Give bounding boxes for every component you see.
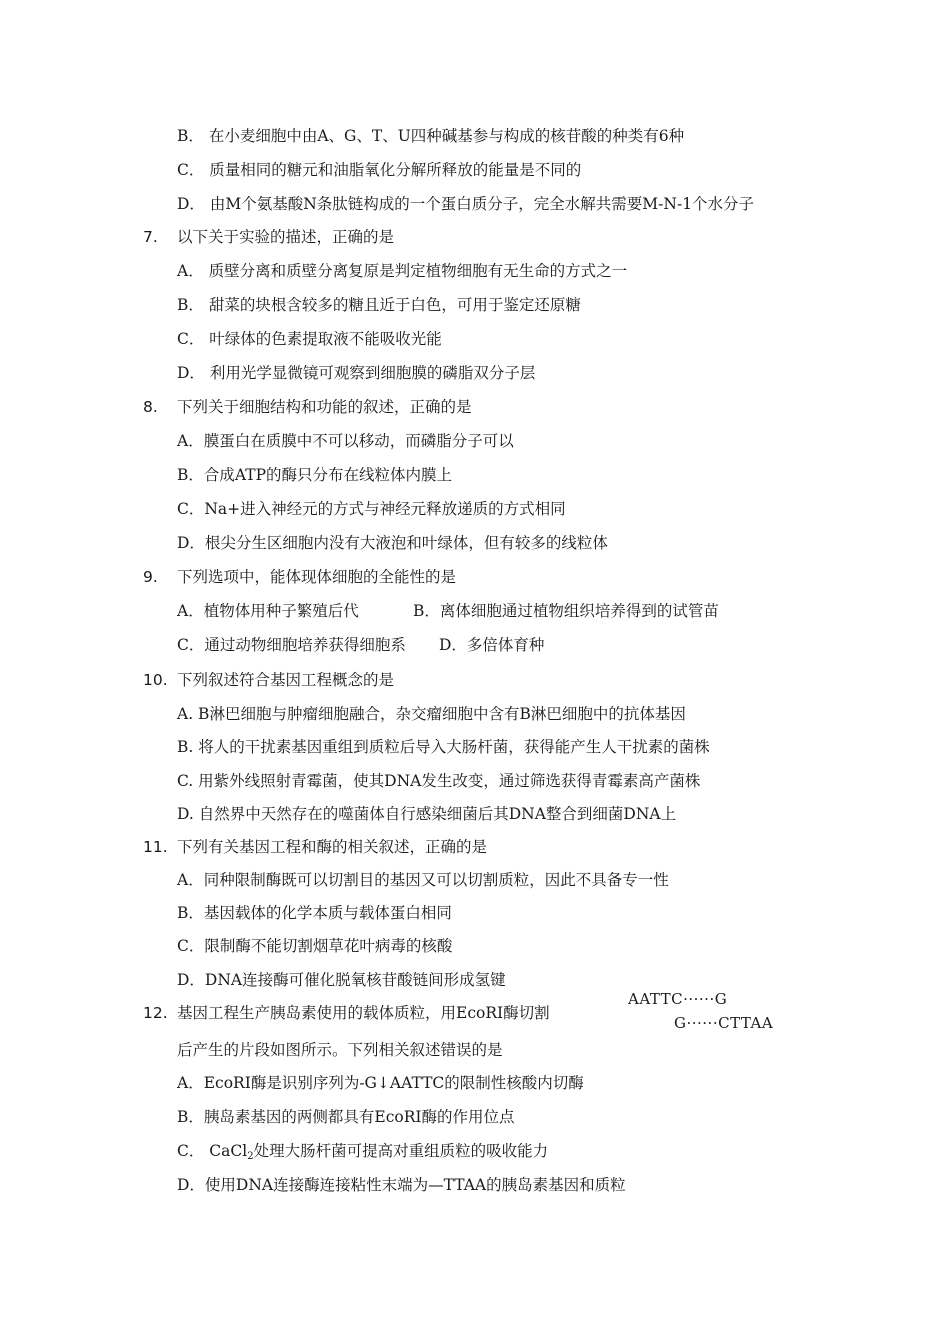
q8-option-b: B．合成ATP的酶只分布在线粒体内膜上 [177, 466, 453, 484]
q9-option-d: D．多倍体育种 [439, 636, 545, 654]
q11-option-c: C．限制酶不能切割烟草花叶病毒的核酸 [177, 937, 453, 955]
q8-option-a: A．膜蛋白在质膜中不可以移动，而磷脂分子可以 [177, 432, 514, 450]
q12-option-d: D．使用DNA连接酶连接粘性末端为—TTAA的胰岛素基因和质粒 [177, 1176, 626, 1194]
q7-option-c: C． 叶绿体的色素提取液不能吸收光能 [177, 330, 442, 348]
q10-stem-line [143, 670, 394, 690]
q8-stem-line [143, 397, 472, 417]
q7-option-d: D． 利用光学显微镜可观察到细胞膜的磷脂双分子层 [177, 364, 536, 382]
q6-option-c: C． 质量相同的糖元和油脂氧化分解所释放的能量是不同的 [177, 161, 582, 179]
q12-stem-part-1: 基因工程生产胰岛素使用的载体质粒，用EcoRI酶切割 [177, 1004, 550, 1022]
q11-option-d: D．DNA连接酶可催化脱氧核苷酸链间形成氢键 [177, 971, 506, 989]
q9-option-a: A．植物体用种子繁殖后代 [177, 602, 359, 620]
q6-option-b: B． 在小麦细胞中由A、G、T、U四种碱基参与构成的核苷酸的种类有6种 [177, 127, 685, 145]
sticky-end-figure-bottom: G······CTTAA [674, 1014, 774, 1032]
q12-option-c-prefix: C． CaCl [177, 1142, 248, 1160]
q11-stem: 下列有关基因工程和酶的相关叙述，正确的是 [177, 838, 488, 856]
q7-number: 7. [143, 228, 158, 246]
q12-option-c-text: 处理大肠杆菌可提高对重组质粒的吸收能力 [253, 1142, 549, 1160]
q12-option-c [177, 1141, 548, 1167]
q9-option-b: B．离体细胞通过植物组织培养得到的试管苗 [413, 602, 719, 620]
q7-stem-line [143, 227, 394, 247]
q10-option-a: A. B淋巴细胞与肿瘤细胞融合，杂交瘤细胞中含有B淋巴细胞中的抗体基因 [177, 705, 686, 723]
q12-stem-line [143, 1003, 550, 1023]
q9-stem: 下列选项中，能体现体细胞的全能性的是 [177, 568, 457, 586]
q11-option-a: A．同种限制酶既可以切割目的基因又可以切割质粒，因此不具备专一性 [177, 871, 669, 889]
q10-number: 10. [143, 671, 168, 689]
q9-options-row-2 [177, 635, 544, 655]
q10-option-d: D. 自然界中天然存在的噬菌体自行感染细菌后其DNA整合到细菌DNA上 [177, 805, 677, 823]
sticky-end-figure-top: AATTC······G [628, 990, 728, 1008]
q12-option-a: A．EcoRI酶是识别序列为-G↓AATTC的限制性核酸内切酶 [177, 1074, 584, 1092]
q11-number: 11. [143, 838, 168, 856]
q11-stem-line [143, 837, 487, 857]
q10-option-b: B. 将人的干扰素基因重组到质粒后导入大肠杆菌，获得能产生人干扰素的菌株 [177, 738, 710, 756]
q10-stem: 下列叙述符合基因工程概念的是 [177, 671, 395, 689]
q9-number: 9. [143, 568, 158, 586]
q12-option-c-subscript: 2 [247, 1151, 254, 1162]
q8-option-d: D．根尖分生区细胞内没有大液泡和叶绿体，但有较多的线粒体 [177, 534, 608, 552]
q12-option-b: B．胰岛素基因的两侧都具有EcoRI酶的作用位点 [177, 1108, 515, 1126]
q11-option-b: B．基因载体的化学本质与载体蛋白相同 [177, 904, 452, 922]
q12-number: 12. [143, 1004, 168, 1022]
q7-option-b: B． 甜菜的块根含较多的糖且近于白色，可用于鉴定还原糖 [177, 296, 581, 314]
q8-number: 8. [143, 398, 158, 416]
q9-option-c: C．通过动物细胞培养获得细胞系 [177, 636, 406, 654]
q8-stem: 下列关于细胞结构和功能的叙述，正确的是 [177, 398, 472, 416]
q9-options-row-1 [177, 601, 719, 621]
q10-option-c: C. 用紫外线照射青霉菌，使其DNA发生改变，通过筛选获得青霉素高产菌株 [177, 772, 701, 790]
q6-option-d: D． 由M个氨基酸N条肽链构成的一个蛋白质分子，完全水解共需要M-N-1个水分子 [177, 195, 755, 213]
q9-stem-line [143, 567, 456, 587]
q7-stem: 以下关于实验的描述，正确的是 [177, 228, 395, 246]
q8-option-c: C．Na+进入神经元的方式与神经元释放递质的方式相同 [177, 500, 566, 518]
q12-stem-part-2: 后产生的片段如图所示。下列相关叙述错误的是 [177, 1041, 503, 1059]
q7-option-a: A． 质壁分离和质壁分离复原是判定植物细胞有无生命的方式之一 [177, 262, 628, 280]
